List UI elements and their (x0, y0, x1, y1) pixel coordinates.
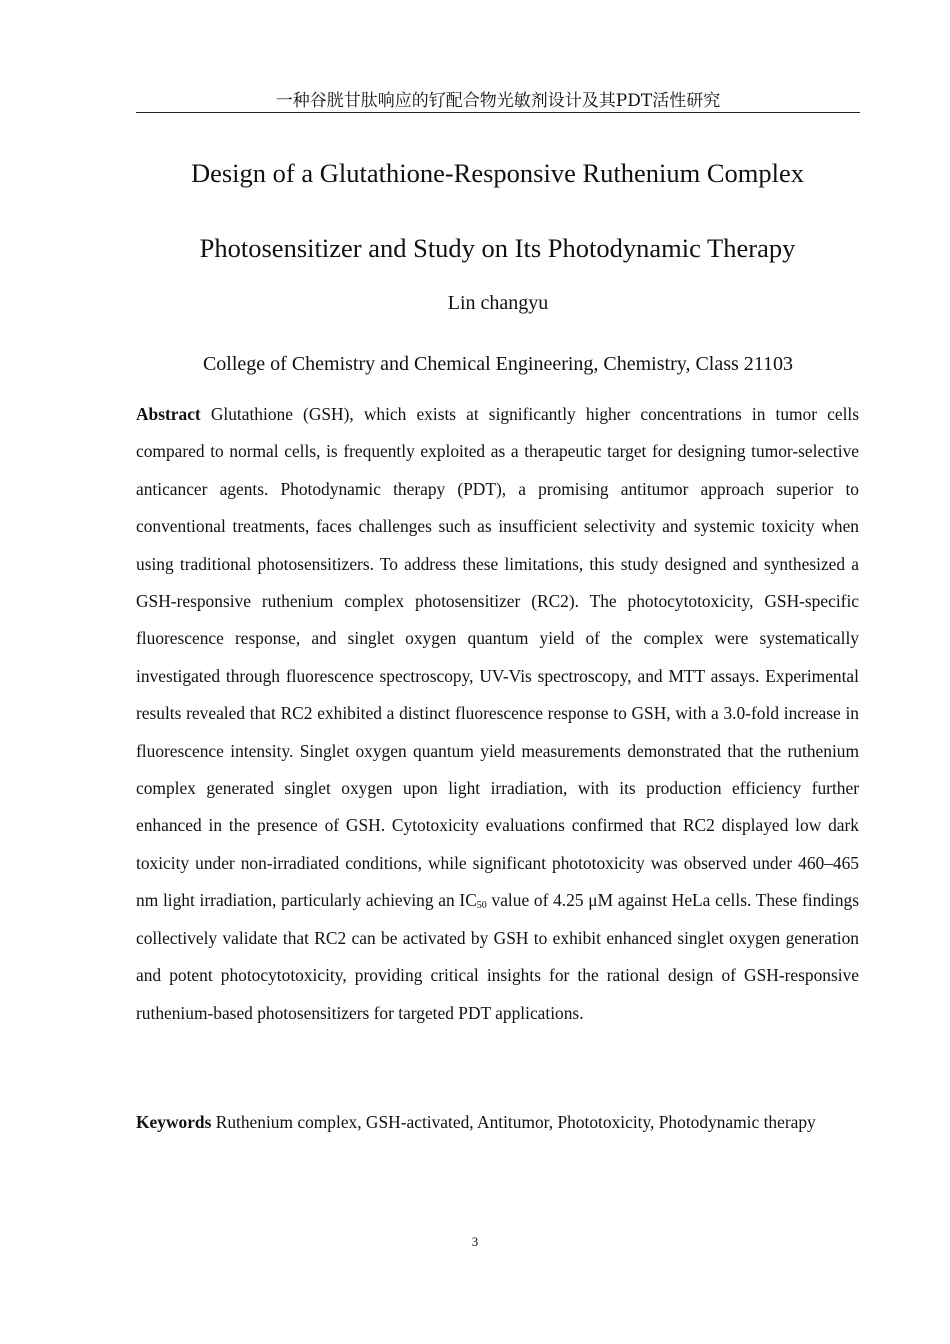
abstract-text-part-2: value of 4.25 μM against HeLa cells. These findings collectively validate that RC2 can be activated by GSH to exhibit enhanced singlet oxygen generation and potent photocytotoxicity, providing critical insights for the rational design of GSH-responsive ruthenium-based photosensitizers for targeted PDT applications. (136, 890, 859, 1023)
keywords-label: Keywords (136, 1112, 212, 1132)
abstract-label: Abstract (136, 404, 201, 424)
author-affiliation: College of Chemistry and Chemical Engineering, Chemistry, Class 21103 (202, 353, 794, 375)
ic50-subscript: 50 (476, 900, 487, 912)
paper-title-line-2: Photosensitizer and Study on Its Photodynamic Therapy (199, 233, 796, 263)
paper-title-line-1: Design of a Glutathione-Responsive Ruthenium Complex (190, 158, 805, 188)
abstract-paragraph (136, 396, 859, 1032)
keywords-paragraph (136, 1104, 859, 1141)
keywords-text: Ruthenium complex, GSH-activated, Antitumor, Phototoxicity, Photodynamic therapy (215, 1112, 816, 1132)
page-number: 3 (471, 1234, 479, 1249)
abstract-text-part-1: Glutathione (GSH), which exists at significantly higher concentrations in tumor cells compared to normal cells, is frequently exploited as a therapeutic target for designing tumor-selective anticancer agents. Photodynamic therapy (PDT), a promising antitumor approach superior to conventional treatments, faces challenges such as insufficient selectivity and systemic toxicity when using traditional photosensitizers. To address these limitations, this study designed and synthesized a GSH-responsive ruthenium complex photosensitizer (RC2). The photocytotoxicity, GSH-specific fluorescence response, and singlet oxygen quantum yield of the complex were systematically investigated through fluorescence spectroscopy, UV-Vis spectroscopy, and MTT assays. Experimental results revealed that RC2 exhibited a distinct fluorescence response to GSH, with a 3.0-fold increase in fluorescence intensity. Singlet oxygen quantum yield measurements demonstrated that the ruthenium complex generated singlet oxygen upon light irradiation, with its production efficiency further enhanced in the presence of GSH. Cytotoxicity evaluations confirmed that RC2 displayed low dark toxicity under non-irradiated conditions, while significant phototoxicity was observed under 460–465 nm light irradiation, particularly achieving an IC (136, 404, 859, 911)
paper-title (90, 136, 905, 286)
running-header: 一种谷胱甘肽响应的钌配合物光敏剂设计及其PDT活性研究 (136, 90, 860, 113)
author-name: Lin changyu (447, 292, 549, 314)
